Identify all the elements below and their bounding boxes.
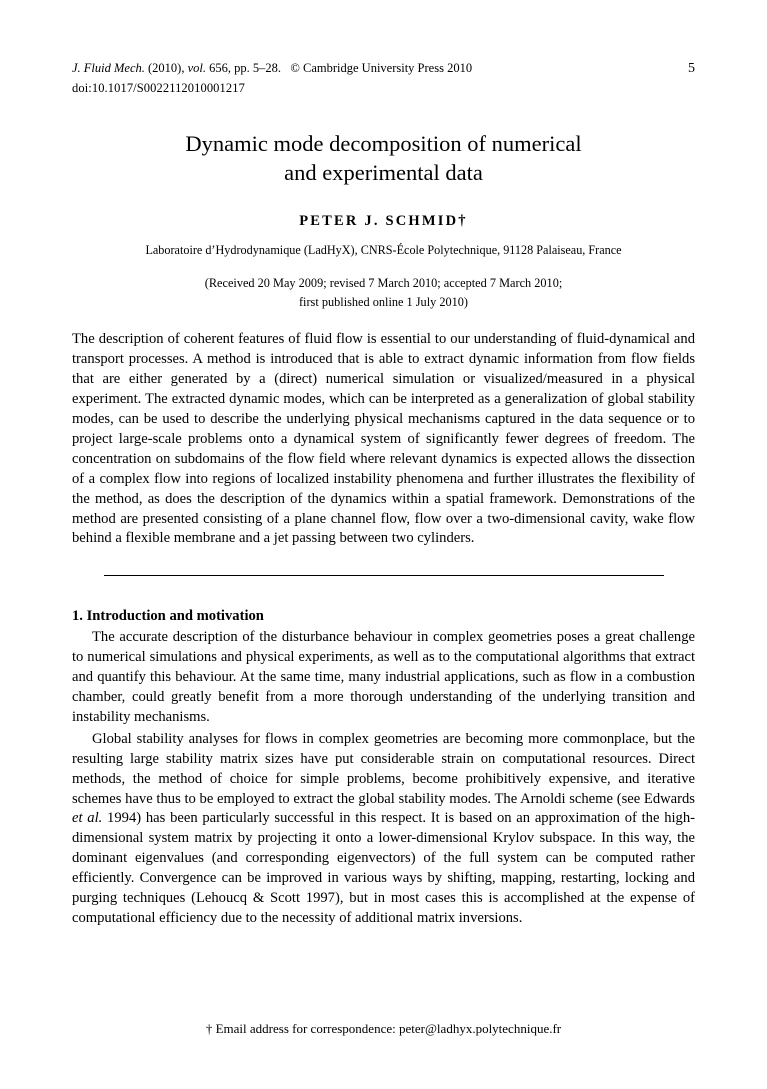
author-affiliation: Laboratoire d’Hydrodynamique (LadHyX), CNRS-École Polytechnique, 91128 Palaiseau, France	[145, 243, 622, 258]
journal-reference	[72, 60, 472, 77]
paragraph-1: The accurate description of the disturbance behaviour in complex geometries poses a great challenge to numerical simulations and physical experiments, as well as to the computational algorithms that extract and quantify this behaviour. At the same time, many industrial applications, such as flow in a combustion chamber, could greatly benefit from a more thorough understanding of the underlying transition and instability mechanisms.	[72, 629, 695, 725]
page-title	[72, 130, 695, 188]
received-dates	[72, 274, 695, 311]
footnote-email: † Email address for correspondence: peter@ladhyx.polytechnique.fr	[205, 1021, 562, 1036]
journal-year: (2010),	[144, 61, 188, 75]
copyright-line: © Cambridge University Press 2010	[290, 61, 473, 75]
doi-line: doi:10.1017/S0022112010001217	[72, 80, 245, 95]
horizontal-divider	[104, 575, 664, 576]
paragraph-2-part-1: Global stability analyses for flows in complex geometries are becoming more commonplace, but the resulting large stability matrix sizes have put considerable strain on computational resources. Direct methods, the method of choice for simple problems, become prohibitively expensive, and iterative schemes have thus to be employed to extract the global stability modes. The Arnoldi scheme (see Edwards	[72, 730, 695, 807]
abstract-text: The description of coherent features of fluid flow is essential to our understanding of fluid-dynamical and transport processes. A method is introduced that is able to extract dynamic information from flow fields that are either generated by a (direct) numerical simulation or visualized/measured in a physical experiment. The extracted dynamic modes, which can be interpreted as a generalization of global stability modes, can be used to describe the underlying physical mechanisms captured in the data sequence or to project large-scale problems onto a dynamical system of significantly fewer degrees of freedom. The concentration on subdomains of the flow field where relevant dynamics is expected allows the dissection of a complex flow into regions of localized instability phenomena and further illustrates the flexibility of the method, as does the description of the dynamics within a spatial framework. Demonstrations of the method are presented consisting of a plane channel flow, flow over a two-dimensional cavity, wake flow behind a flexible membrane and a jet passing between two cylinders.	[72, 331, 695, 547]
author-name: PETER J. SCHMID†	[299, 213, 468, 230]
journal-name: J. Fluid Mech.	[72, 61, 145, 75]
received-line-1: (Received 20 May 2009; revised 7 March 2010; accepted 7 March 2010;	[204, 276, 563, 291]
title-line-2: and experimental data	[284, 159, 483, 185]
page-number: 5	[688, 61, 695, 76]
paragraph-2-etal: et al.	[72, 810, 103, 827]
journal-pages: 656, pp. 5–28.	[206, 61, 281, 75]
paragraph-2	[72, 730, 695, 929]
received-line-2: first published online 1 July 2010)	[298, 294, 469, 309]
title-line-1: Dynamic mode decomposition of numerical	[185, 130, 582, 156]
journal-volume-label: vol.	[187, 61, 206, 75]
section-heading-introduction: 1. Introduction and motivation	[72, 608, 264, 625]
paragraph-2-part-2: 1994) has been particularly successful in this respect. It is based on an approximation of the high-dimensional system matrix by projecting it onto a lower-dimensional Krylov subspace. In this way, the dominant eigenvalues (and corresponding eigenvectors) of the full system can be computed rather efficiently. Convergence can be improved in various ways by shifting, mapping, restarting, locking and purging techniques (Lehoucq & Scott 1997), but in most cases this is accomplished at the expense of computational efficiency due to the necessity of additional matrix inversions.	[72, 810, 695, 927]
page-header	[72, 60, 695, 79]
